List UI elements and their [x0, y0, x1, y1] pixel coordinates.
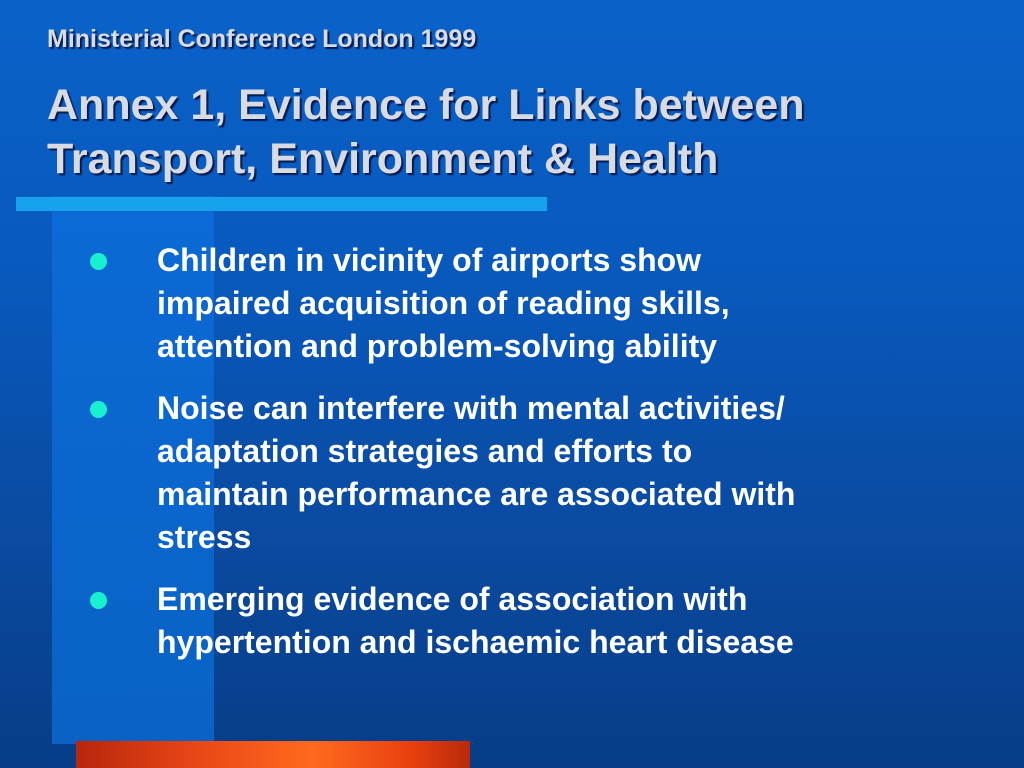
bullet-dot-icon [90, 401, 107, 418]
slide-title [47, 78, 805, 186]
slide-subtitle: Ministerial Conference London 1999 [47, 25, 477, 53]
bullet-dot-icon [90, 592, 107, 609]
bullet-text-line: Noise can interfere with mental activities/ [157, 390, 785, 426]
bullet-item [0, 239, 977, 368]
slide-title-line: Transport, Environment & Health [47, 135, 719, 183]
bullet-text-line: attention and problem-solving ability [157, 328, 718, 364]
bullet-item [0, 578, 977, 664]
bullet-text-line: Children in vicinity of airports show [157, 242, 702, 278]
title-underline-bar [16, 197, 547, 211]
bullet-text-line: adaptation strategies and efforts to [157, 433, 693, 469]
bottom-accent-bar [76, 741, 470, 768]
bullet-text-line: stress [157, 519, 252, 555]
bullet-text-line: impaired acquisition of reading skills, [157, 285, 730, 321]
bullet-text-line: maintain performance are associated with [157, 476, 796, 512]
slide-title-line: Annex 1, Evidence for Links between [47, 81, 805, 129]
bullet-text-line: hypertention and ischaemic heart disease [157, 624, 794, 660]
bullet-item [0, 387, 977, 559]
bullet-dot-icon [90, 253, 107, 270]
bullet-text-line: Emerging evidence of association with [157, 581, 748, 617]
bullet-list [0, 239, 977, 683]
